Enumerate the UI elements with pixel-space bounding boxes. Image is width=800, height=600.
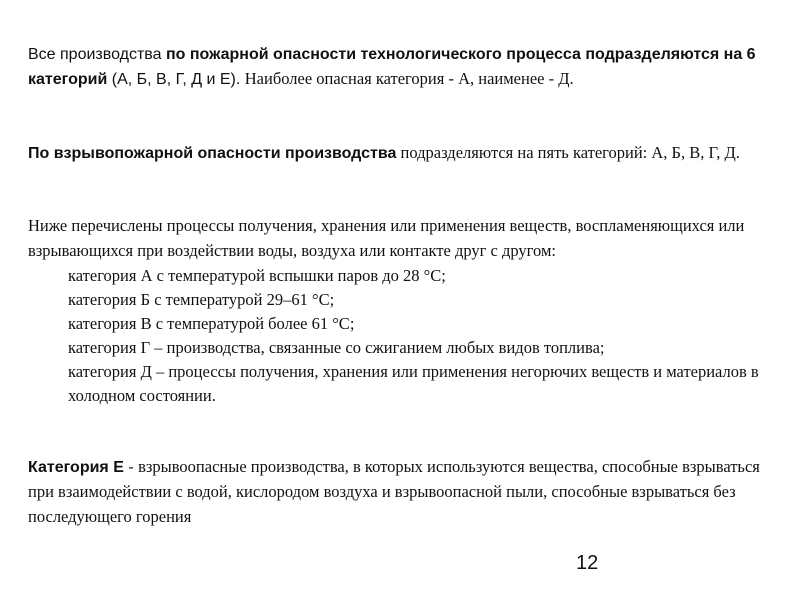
- p3-intro: Ниже перечислены процессы получения, хранения или применения веществ, воспламеняющихся или взрывающихся при воздействии воды, воздуха или контакте друг с другом:: [28, 216, 745, 260]
- list-item-category-b: категория Б с температурой 29–61 °С;: [68, 290, 335, 309]
- paragraph-category-e: [28, 455, 778, 530]
- paragraph-explosion-hazard: [28, 141, 778, 166]
- paragraph-fire-hazard-categories: [28, 43, 778, 92]
- p4-text-c: взрывоопасные производства, в которых используются вещества, способные взрываться при взаимодействии с водой, кислородом воздуха и взрывоопасной пыли, способные взрываться без последующего горения: [28, 457, 760, 526]
- p2-text-b: подразделяются на пять категорий: А, Б, В, Г, Д.: [396, 143, 740, 162]
- p4-text-a-bold: Категория Е: [28, 459, 124, 476]
- list-item-category-d: категория Д – процессы получения, хранения или применения негорючих веществ и материалов в холодном состоянии.: [68, 362, 759, 405]
- list-item-category-a: категория А с температурой вспышки паров до 28 °С;: [68, 266, 446, 285]
- list-item-category-v: категория В с температурой более 61 °С;: [68, 314, 355, 333]
- page-number: 12: [576, 552, 599, 574]
- p1-text-b-bold: по пожарной опасности технологического процесса подразделяются на 6 категорий: [28, 46, 756, 88]
- p1-text-d: Наиболее опасная категория - А, наименее - Д.: [244, 69, 574, 88]
- p2-text-a-bold: По взрывопожарной опасности производства: [28, 145, 397, 162]
- list-item-category-g: категория Г – производства, связанные со сжиганием любых видов топлива;: [68, 338, 605, 357]
- paragraph-process-list: [28, 214, 778, 408]
- p4-text-b: -: [123, 459, 139, 476]
- p1-text-c: (А, Б, В, Г, Д и Е).: [107, 71, 245, 88]
- p1-text-a: Все производства: [28, 46, 166, 63]
